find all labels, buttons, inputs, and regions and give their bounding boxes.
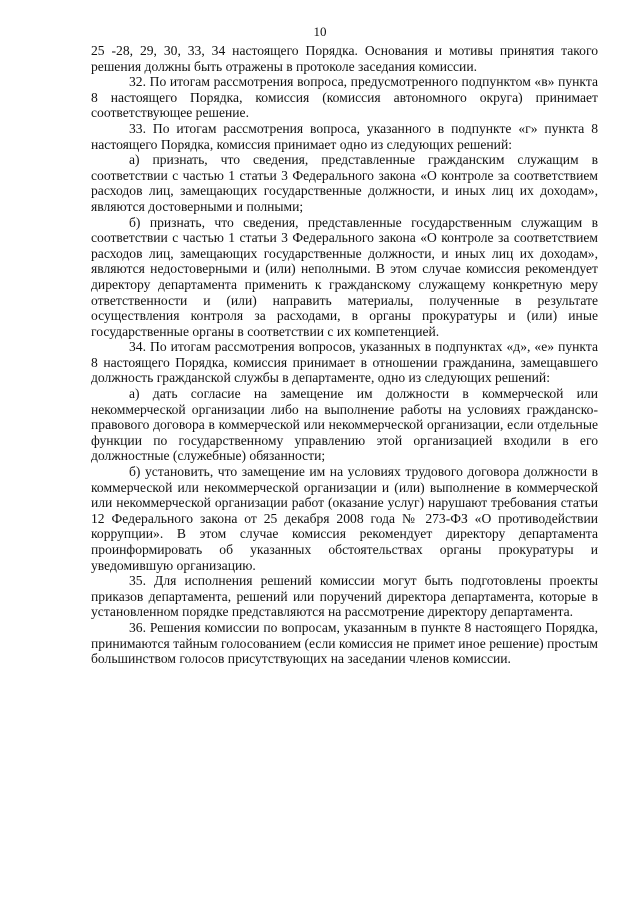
paragraph-36: 36. Решения комиссии по вопросам, указанным в пункте 8 настоящего Порядка, принимаются тайным голосованием (если комиссия не примет иное решение) простым большинством голосов присутствующих на заседании членов комиссии. (91, 619, 598, 667)
paragraph-continuation: 25 -28, 29, 30, 33, 34 настоящего Порядка. Основания и мотивы принятия такого решения должны быть отражены в протоколе заседания комиссии. (91, 43, 598, 74)
paragraph-34: 34. По итогам рассмотрения вопросов, указанных в подпунктах «д», «е» пункта 8 настоящего Порядка, комиссия принимает в отношении гражданина, замещавшего должность гражданской службы в департаменте, одно из следующих решений: (91, 339, 598, 386)
document-body (91, 43, 598, 667)
paragraph-34a: а) дать согласие на замещение им должности в коммерческой или некоммерческой организации либо на выполнение работы на условиях гражданско-правового договора в коммерческой или некоммерческой организации, если отдельные функции по государственному управлению этой организацией входили в его должностные (служебные) обязанности; (91, 386, 598, 464)
paragraph-33: 33. По итогам рассмотрения вопроса, указанного в подпункте «г» пункта 8 настоящего Порядка, комиссия принимает одно из следующих решений: (91, 120, 598, 152)
paragraph-33a: а) признать, что сведения, представленные гражданским служащим в соответствии с частью 1 статьи 3 Федерального закона «О контроле за соответствием расходов лиц, замещающих государственные должности, и иных лиц их доходам», являются достоверными и полными; (91, 152, 598, 214)
paragraph-34b: б) установить, что замещение им на условиях трудового договора должности в коммерческой или некоммерческой организации и (или) выполнение в коммерческой или некоммерческой организации работ (оказание услуг) нарушают требования статьи 12 Федерального закона от 25 декабря 2008 года № 273-ФЗ «О противодействии коррупции». В этом случае комиссия рекомендует директору департамента проинформировать об указанных обстоятельствах органы прокуратуры и уведомившую организацию. (91, 464, 598, 573)
paragraph-33b: б) признать, что сведения, представленные государственным служащим в соответствии с частью 1 статьи 3 Федерального закона «О контроле за соответствием расходов лиц, замещающих государственные должности, и иных лиц их доходам», являются недостоверными и (или) неполными. В этом случае комиссия рекомендует директору департамента применить к гражданскому служащему конкретную меру ответственности и (или) направить материалы, полученные в результате осуществления контроля за расходами, в органы прокуратуры и (или) иные государственные органы в соответствии с их компетенцией. (91, 214, 598, 339)
page-number: 10 (313, 24, 327, 39)
paragraph-32: 32. По итогам рассмотрения вопроса, предусмотренного подпунктом «в» пункта 8 настоящего Порядка, комиссия (комиссия автономного округа) принимает соответствующее решение. (91, 74, 598, 121)
paragraph-35: 35. Для исполнения решений комиссии могут быть подготовлены проекты приказов департамента, решений или поручений директора департамента, которые в установленном порядке представляются на рассмотрение директору департамента. (91, 573, 598, 620)
